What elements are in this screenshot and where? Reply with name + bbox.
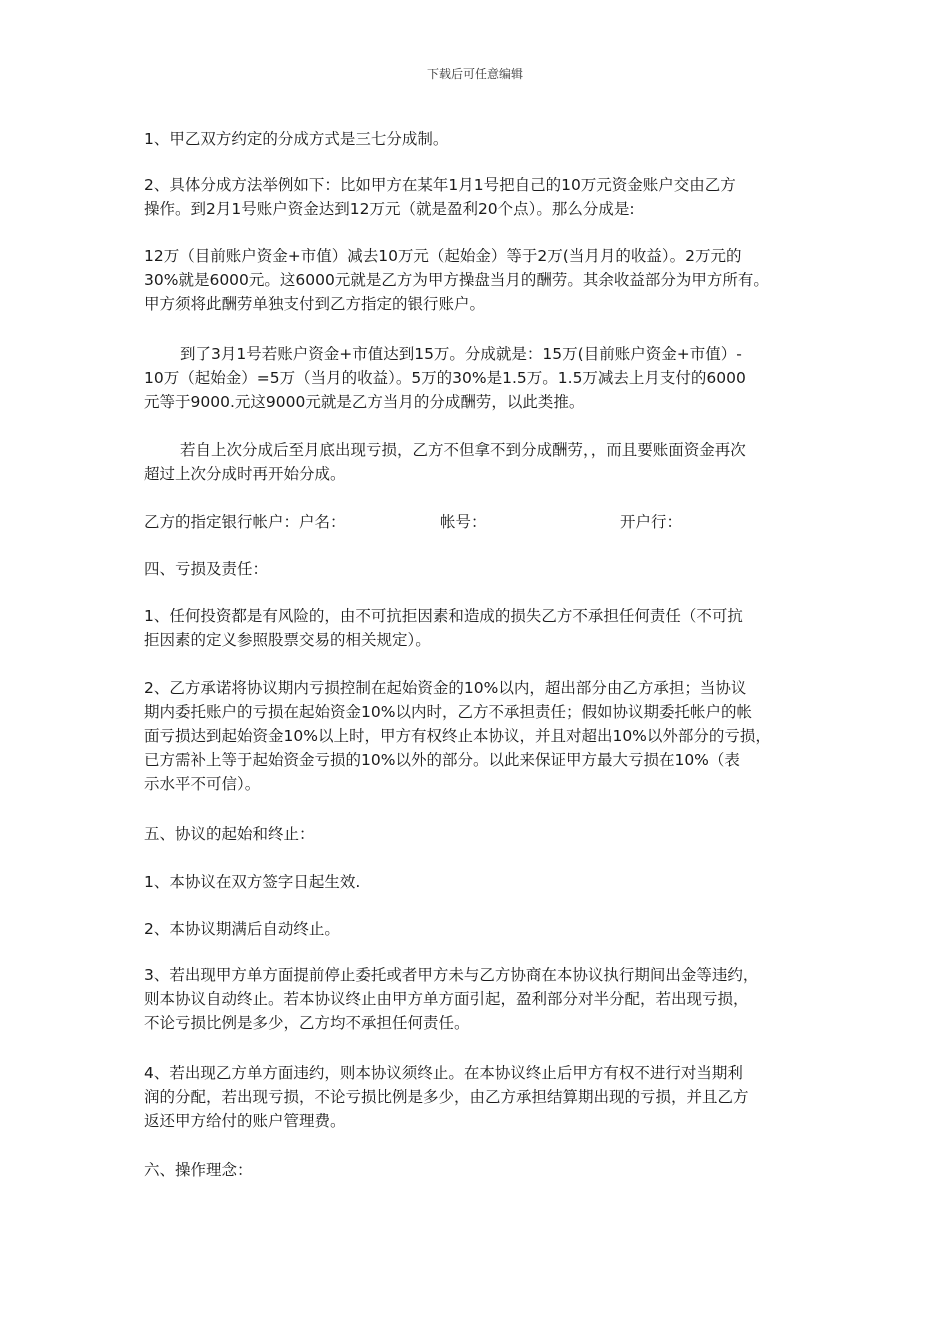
text-line: 六、操作理念：	[144, 1161, 253, 1179]
paragraph-4	[144, 342, 824, 414]
paragraph-10	[144, 963, 824, 1035]
text-line: 拒因素的定义参照股票交易的相关规定）。	[144, 631, 431, 649]
text-line: 四、亏损及责任：	[144, 560, 269, 578]
text-line: 1、本协议在双方签字日起生效.	[144, 873, 361, 891]
page-header: 下载后可任意编辑	[426, 67, 523, 81]
text-line: 已方需补上等于起始资金亏损的10%以外的部分。以此来保证甲方最大亏损在10%（表	[144, 751, 740, 769]
text-line: 2、乙方承诺将协议期内亏损控制在起始资金的10%以内，超出部分由乙方承担；当协议	[144, 679, 747, 697]
text-line: 不论亏损比例是多少，乙方均不承担任何责任。	[144, 1014, 470, 1032]
paragraph-6	[144, 604, 824, 652]
paragraph-1	[144, 127, 824, 151]
text-line: 30%就是6000元。这6000元就是乙方为甲方操盘当月的酬劳。其余收益部分为甲方所有。	[144, 271, 769, 289]
text-line: 到了3月1号若账户资金+市值达到15万。分成就是：15万(目前账户资金+市值）-	[180, 345, 742, 363]
text-line: 3、若出现甲方单方面提前停止委托或者甲方未与乙方协商在本协议执行期间出金等违约，	[144, 966, 759, 984]
text-line: 则本协议自动终止。若本协议终止由甲方单方面引起，盈利部分对半分配，若出现亏损，	[144, 990, 749, 1008]
paragraph-7	[144, 676, 824, 796]
text-line: 4、若出现乙方单方面违约，则本协议须终止。在本协议终止后甲方有权不进行对当期利	[144, 1064, 743, 1082]
section-heading-6	[144, 1158, 824, 1182]
section-heading-4	[144, 557, 824, 581]
text-line: 期内委托账户的亏损在起始资金10%以内时，乙方不承担责任；假如协议期委托帐户的帐	[144, 703, 752, 721]
paragraph-8	[144, 870, 824, 894]
text-line: 1、甲乙双方约定的分成方式是三七分成制。	[144, 130, 449, 148]
text-line: 示水平不可信）。	[144, 775, 261, 793]
text-line: 超过上次分成时再开始分成。	[144, 465, 346, 483]
text-line: 10万（起始金）=5万（当月的收益）。5万的30%是1.5万。1.5万减去上月支付的6000	[144, 369, 746, 387]
text-line: 五、协议的起始和终止：	[144, 825, 315, 843]
paragraph-9	[144, 917, 824, 941]
paragraph-2	[144, 173, 824, 221]
text-line: 操作。到2月1号账户资金达到12万元（就是盈利20个点）。那么分成是:	[144, 200, 635, 218]
bank-account-label: 乙方的指定银行帐户：户名：	[144, 513, 346, 531]
text-line: 若自上次分成后至月底出现亏损，乙方不但拿不到分成酬劳，，而且要账面资金再次	[180, 441, 746, 459]
text-line: 返还甲方给付的账户管理费。	[144, 1112, 346, 1130]
text-line: 甲方须将此酬劳单独支付到乙方指定的银行账户。	[144, 295, 486, 313]
paragraph-5	[144, 438, 824, 486]
paragraph-3	[144, 244, 824, 316]
bank-account-number-label: 帐号：	[440, 513, 487, 531]
text-line: 2、本协议期满后自动终止。	[144, 920, 340, 938]
text-line: 12万（目前账户资金+市值）减去10万元（起始金）等于2万(当月月的收益）。2万元的	[144, 247, 742, 265]
text-line: 1、任何投资都是有风险的，由不可抗拒因素和造成的损失乙方不承担任何责任（不可抗	[144, 607, 743, 625]
paragraph-11	[144, 1061, 824, 1133]
section-heading-5	[144, 822, 824, 846]
text-line: 面亏损达到起始资金10%以上时，甲方有权终止本协议，并且对超出10%以外部分的亏损，	[144, 727, 771, 745]
text-line: 润的分配，若出现亏损，不论亏损比例是多少，由乙方承担结算期出现的亏损，并且乙方	[144, 1088, 749, 1106]
text-line: 元等于9000.元这9000元就是乙方当月的分成酬劳，以此类推。	[144, 393, 585, 411]
text-line: 2、具体分成方法举例如下：比如甲方在某年1月1号把自己的10万元资金账户交由乙方	[144, 176, 736, 194]
bank-branch-label: 开户行：	[620, 513, 683, 531]
